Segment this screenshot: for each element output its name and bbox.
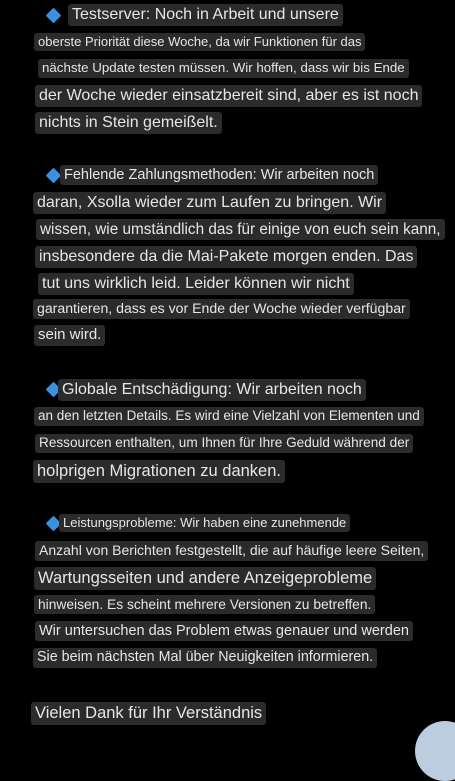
section-1-line-2: oberste Priorität diese Woche, da wir Funktionen für das (34, 33, 365, 51)
section-2-line-3: wissen, wie umständlich das für einige von euch sein kann, (36, 219, 445, 240)
section-4-line-1: Leistungsprobleme: Wir haben eine zunehmende (59, 514, 350, 532)
closing-text: Vielen Dank für Ihr Verständnis (31, 702, 266, 725)
section-2-line-1: Fehlende Zahlungsmethoden: Wir arbeiten noch (60, 165, 378, 185)
section-1-line-1: Testserver: Noch in Arbeit und unsere (68, 4, 343, 26)
section-1-line-5: nichts in Stein gemeißelt. (35, 112, 222, 134)
section-3-line-3: Ressourcen enthalten, um Ihnen für Ihre Geduld während der (35, 434, 413, 453)
section-1-line-4: der Woche wieder einsatzbereit sind, aber es ist noch (35, 85, 422, 107)
section-2-line-5: tut uns wirklich leid. Leider können wir nicht (38, 273, 354, 295)
section-4-line-2: Anzahl von Berichten festgestellt, die auf häufige leere Seiten, (35, 541, 428, 561)
section-4-line-4: hinweisen. Es scheint mehrere Versionen zu betreffen. (34, 595, 375, 614)
section-2-line-4: insbesondere da die Mai-Pakete morgen enden. Das (35, 246, 417, 268)
section-3-line-4: holprigen Migrationen zu danken. (33, 460, 285, 483)
section-2-line-6: garantieren, dass es vor Ende der Woche wieder verfügbar (33, 299, 410, 319)
section-4-line-6: Sie beim nächsten Mal über Neuigkeiten informieren. (33, 648, 377, 668)
chat-bubble-icon[interactable] (415, 721, 455, 781)
section-2-line-7: sein wird. (34, 325, 105, 346)
section-3-line-1: Globale Entschädigung: Wir arbeiten noch (58, 379, 366, 401)
section-4-line-3: Wartungsseiten und andere Anzeigeprobleme (34, 567, 376, 590)
section-2-line-2: daran, Xsolla wieder zum Laufen zu bringen. Wir (33, 192, 386, 214)
section-3-line-2: an den letzten Details. Es wird eine Vielzahl von Elementen und (34, 407, 424, 426)
blue-diamond-icon (46, 8, 62, 24)
blue-diamond-icon (46, 168, 62, 184)
section-1-line-3: nächste Update testen müssen. Wir hoffen, dass wir bis Ende (38, 59, 409, 78)
section-4-line-5: Wir untersuchen das Problem etwas genauer und werden (35, 621, 413, 641)
